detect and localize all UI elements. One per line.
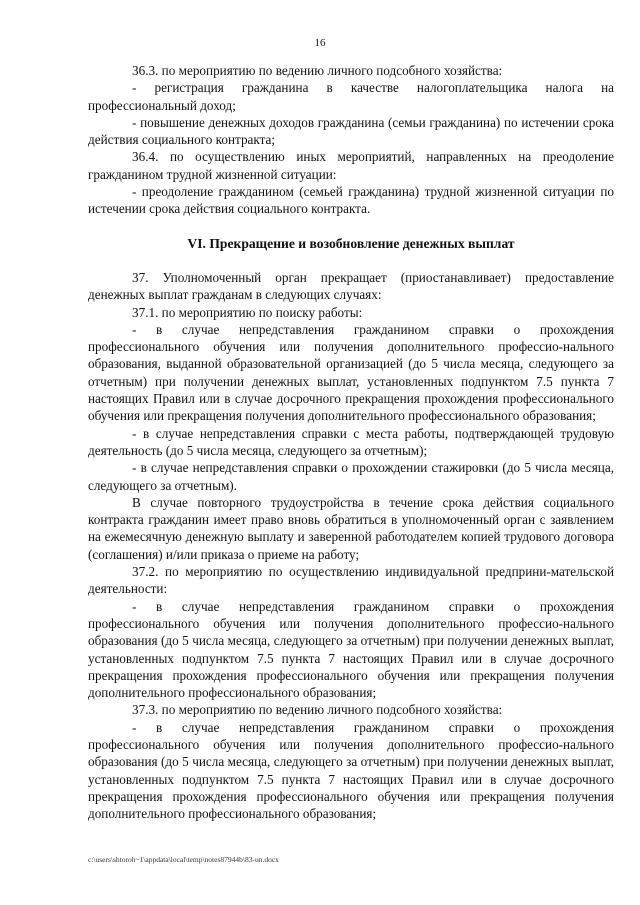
section-heading: VI. Прекращение и возобновление денежных выплат xyxy=(187,235,515,251)
paragraph: - в случае непредставления гражданином справки о прохождения профессионального обучения или получения дополнительного профессио-нального образования, выданной образовательной организацией (до 5 числа месяца, следующего за отчетным) при получении денежных выплат, установленных подпунктом 7.5 пункта 7 настоящих Правил или в случае досрочного прекращения прохождения профессионального обучения или прекращения получения дополнительного профессионального образования; xyxy=(88,321,614,424)
paragraph: 37.2. по мероприятию по осуществлению индивидуальной предприни-мательской деятельности: xyxy=(88,564,614,597)
paragraph: 36.4. по осуществлению иных мероприятий, направленных на преодоление гражданином трудной жизненной ситуации: xyxy=(88,149,614,182)
paragraph: - в случае непредставления гражданином справки о прохождения профессионального обучения или получения дополнительного профессио-нального образования (до 5 числа месяца, следующего за отчетным) при получении денежных выплат, установленных подпунктом 7.5 пункта 7 настоящих Правил или в случае досрочного прекращения прохождения профессионального обучения или прекращения получения дополнительного профессионального образования; xyxy=(88,598,614,701)
paragraph: 36.3. по мероприятию по ведению личного подсобного хозяйства: xyxy=(132,63,503,78)
paragraph: - регистрация гражданина в качестве налогоплательщика налога на профессиональный доход; xyxy=(88,80,614,113)
paragraph: - в случае непредставления гражданином справки о прохождения профессионального обучения или получения дополнительного профессио-нального образования (до 5 числа месяца, следующего за отчетным) при получении денежных выплат, установленных подпунктом 7.5 пункта 7 настоящих Правил или в случае досрочного прекращения прохождения профессионального обучения или прекращения получения дополнительного профессионального образования; xyxy=(88,719,614,822)
paragraph: 37. Уполномоченный орган прекращает (приостанавливает) предоставление денежных выплат гражданам в следующих случаях: xyxy=(88,269,614,303)
paragraph: В случае повторного трудоустройства в течение срока действия социального контракта гражданин имеет право вновь обратиться в уполномоченный орган с заявлением на ежемесячную денежную выплату и заверенной работодателем копией трудового договора (соглашения) и/или приказа о приеме на работу; xyxy=(88,494,614,562)
paragraph: - преодоление гражданином (семьей гражданина) трудной жизненной ситуации по истечении срока действия социального контракта. xyxy=(88,184,614,217)
paragraph: 37.3. по мероприятию по ведению личного подсобного хозяйства: xyxy=(132,702,503,718)
paragraph: 37.1. по мероприятию по поиску работы: xyxy=(132,304,363,320)
document-body xyxy=(88,62,614,822)
paragraph: - повышение денежных доходов гражданина (семьи гражданина) по истечении срока действия социального контракта; xyxy=(88,114,614,148)
paragraph: - в случае непредставления справки о прохождении стажировки (до 5 числа месяца, следующего за отчетным). xyxy=(88,460,614,493)
paragraph: - в случае непредставления справки с места работы, подтверждающей трудовую деятельность (до 5 числа месяца, следующего за отчетным); xyxy=(88,425,614,458)
page-number: 16 xyxy=(314,37,326,49)
footer-file-path: c:\users\shtoroh~1\appdata\local\temp\notes87944b\83-un.docx xyxy=(88,855,279,864)
